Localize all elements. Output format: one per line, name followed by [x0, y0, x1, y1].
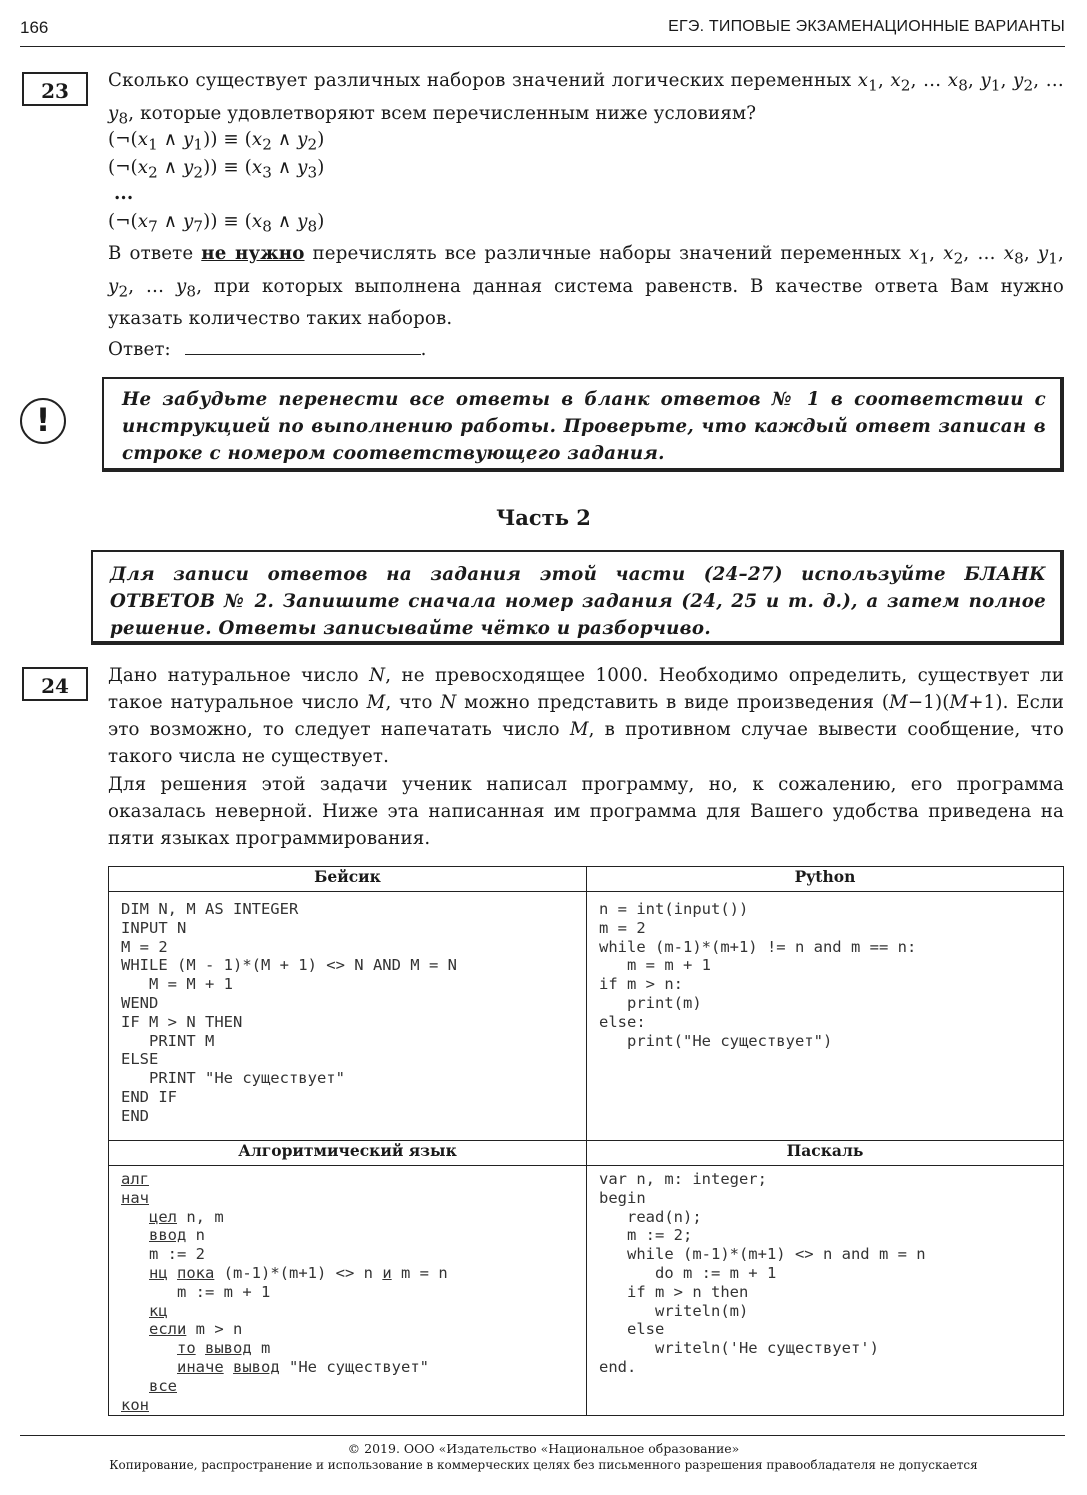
exclamation-icon: !: [20, 398, 66, 444]
task24-program-intro: Для решения этой задачи ученик написал программу, но, к сожалению, его программа оказалась неверной. Ниже эта написанная им программа для Вашего удобства приведена на пяти языках программирования.: [108, 774, 1064, 849]
algo-code: алг нач цел n, m ввод n m := 2 нц пока (m-1)*(m+1) <> n и m = n m := m + 1 кц если m > n то вывод m иначе вывод "Не существует" все кон: [121, 1170, 448, 1414]
footer-rule: [20, 1435, 1065, 1436]
part2-title: Часть 2: [496, 505, 591, 530]
task23-question: Сколько существует различных наборов значений логических переменных $x_1$, $x_2$, … $x_8$, $y_1$, $y_2$, … $y_8$, которые удовлетворяют всем перечисленным ниже условиям?: [108, 70, 1064, 128]
answer-blank[interactable]: [185, 336, 421, 355]
header-rule: [20, 46, 1065, 47]
equation-ellipsis: ...: [114, 183, 134, 204]
page-number: 166: [20, 18, 49, 37]
python-cell: [587, 892, 1064, 1141]
part2-instructions-box: [91, 550, 1064, 645]
task-number-24: 24: [22, 667, 88, 701]
python-header: Python: [587, 867, 1064, 892]
pascal-code: var n, m: integer; begin read(n); m := 2; while (m-1)*(m+1) <> n and m = n do m := m + 1 if m > n then writeln(m) else writeln('Не существует') end.: [599, 1170, 926, 1376]
answer-line: Ответ: .: [108, 336, 427, 363]
footer-notice: Копирование, распространение и использование в коммерческих целях без письменного разрешения правообладателя не допускается: [109, 1458, 978, 1472]
algo-cell: [109, 1166, 587, 1416]
equation-2: ($\neg(x_2$ ∧ $y_2)) \equiv (x_3$ ∧ $y_3$): [108, 157, 325, 182]
equation-7: ($\neg(x_7$ ∧ $y_7)) \equiv (x_8$ ∧ $y_8$): [108, 211, 325, 236]
reminder-text: Не забудьте перенести все ответы в бланк ответов № 1 в соответствии с инструкцией по выполнению работы. Проверьте, что каждый ответ записан в строке с номером соответствующего задания.: [122, 389, 1046, 464]
footer-copyright: © 2019. ООО «Издательство «Национальное образование»: [347, 1441, 740, 1456]
algo-header: Алгоритмический язык: [109, 1141, 587, 1166]
pascal-header: Паскаль: [587, 1141, 1064, 1166]
basic-cell: [109, 892, 587, 1141]
task24-statement: Дано натуральное число N, не превосходящее 1000. Необходимо определить, существует ли такое натуральное число M, что N можно представить в виде произведения (M−1)(M+1). Если это возможно, то следует напечатать число M, в противном случае вывести сообщение, что такого числа не существует.: [108, 665, 1065, 767]
code-table: [108, 866, 1064, 1416]
part2-instructions-text: Для записи ответов на задания этой части (24–27) используйте БЛАНК ОТВЕТОВ № 2. Запишите сначала номер задания (24, 25 и т. д.), а затем полное решение. Ответы записывайте чётко и разборчиво.: [110, 564, 1046, 639]
task-number-23: 23: [22, 72, 88, 106]
basic-header: Бейсик: [109, 867, 587, 892]
basic-code: DIM N, M AS INTEGER INPUT N M = 2 WHILE (M - 1)*(M + 1) <> N AND M = N M = M + 1 WEND IF M > N THEN PRINT M ELSE PRINT "Не существует" END IF END: [121, 900, 457, 1125]
reminder-box: [102, 377, 1064, 472]
task23-answer-note: В ответе не нужно перечислять все различные наборы значений переменных $x_1$, $x_2$, … $x_8$, $y_1$, $y_2$, … $y_8$, при которых выполнена данная система равенств. В качестве ответа Вам нужно указать количество таких наборов.: [108, 243, 1064, 330]
running-title: ЕГЭ. ТИПОВЫЕ ЭКЗАМЕНАЦИОННЫЕ ВАРИАНТЫ: [668, 18, 1065, 35]
python-code: n = int(input()) m = 2 while (m-1)*(m+1) != n and m == n: m = m + 1 if m > n: print(m) else: print("Не существует"): [599, 900, 917, 1050]
equation-1: ($\neg(x_1$ ∧ $y_1)) \equiv (x_2$ ∧ $y_2$): [108, 129, 325, 154]
pascal-cell: [587, 1166, 1064, 1416]
